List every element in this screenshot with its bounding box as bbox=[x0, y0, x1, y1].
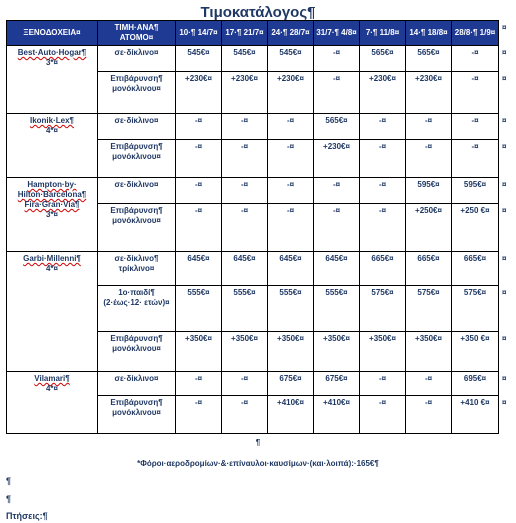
row-end-mark: ¤ bbox=[502, 47, 507, 57]
price-cell: -¤ bbox=[268, 140, 314, 178]
price-cell: -¤ bbox=[176, 396, 222, 434]
hotel-name: Vilamari¶ bbox=[34, 374, 70, 383]
header-date: 17·¶ 21/7¤ bbox=[222, 21, 268, 46]
row-end-mark: ¤ bbox=[502, 373, 507, 383]
header-hotels: ΞΕΝΟΔΟΧΕΙΑ¤ bbox=[7, 21, 98, 46]
price-cell: -¤ bbox=[406, 372, 452, 396]
price-cell: -¤ bbox=[222, 140, 268, 178]
price-cell: -¤ bbox=[222, 396, 268, 434]
price-cell: 565€¤ bbox=[314, 114, 360, 140]
header-date: 24·¶ 28/7¤ bbox=[268, 21, 314, 46]
price-cell: -¤ bbox=[268, 204, 314, 252]
price-cell: 595€¤ bbox=[452, 178, 499, 204]
price-cell: 645€¤ bbox=[314, 252, 360, 286]
price-type-label: σε·δίκλινο¤ bbox=[98, 46, 176, 72]
taxes-note: *Φόροι·αεροδρομίων·&·επίναυλοι·καυσίμων·(και·λοιπά):·165€¶ bbox=[137, 459, 379, 468]
price-cell: 555€¤ bbox=[314, 286, 360, 332]
price-type-label: Επιβάρυνση¶ μονόκλινου¤ bbox=[98, 140, 176, 178]
price-cell: +350€¤ bbox=[222, 332, 268, 372]
price-type-label: σε·δίκλινο¶ τρίκλινο¤ bbox=[98, 252, 176, 286]
blank-paragraph-3: ¶ bbox=[6, 494, 12, 504]
row-end-mark: ¤ bbox=[502, 287, 507, 297]
price-cell: +230€¤ bbox=[176, 72, 222, 114]
price-cell: -¤ bbox=[176, 204, 222, 252]
hotel-cell bbox=[7, 46, 98, 114]
price-cell: +350€¤ bbox=[176, 332, 222, 372]
row-end-mark: ¤ bbox=[502, 397, 507, 407]
row-end-mark: ¤ bbox=[502, 141, 507, 151]
price-cell: -¤ bbox=[222, 204, 268, 252]
price-cell: -¤ bbox=[406, 114, 452, 140]
price-type-label: Επιβάρυνση¶ μονόκλινου¤ bbox=[98, 332, 176, 372]
price-cell: -¤ bbox=[314, 178, 360, 204]
price-cell: 545€¤ bbox=[222, 46, 268, 72]
price-cell: -¤ bbox=[314, 46, 360, 72]
hotel-stars: 3*¤ bbox=[45, 210, 58, 219]
price-cell: -¤ bbox=[360, 372, 406, 396]
price-cell: 645€¤ bbox=[222, 252, 268, 286]
price-cell: 675€¤ bbox=[314, 372, 360, 396]
price-cell: +230€¤ bbox=[314, 140, 360, 178]
price-cell: 575€¤ bbox=[406, 286, 452, 332]
header-date: 10·¶ 14/7¤ bbox=[176, 21, 222, 46]
header-date: 28/8·¶ 1/9¤ bbox=[452, 21, 499, 46]
price-cell: -¤ bbox=[452, 72, 499, 114]
blank-paragraph: ¶ bbox=[255, 438, 261, 447]
price-type-label: σε·δίκλινο¤ bbox=[98, 114, 176, 140]
price-cell: -¤ bbox=[360, 140, 406, 178]
price-list-table bbox=[6, 20, 499, 434]
hotel-name: Best·Auto·Hogar¶ bbox=[17, 48, 87, 57]
price-cell: 555€¤ bbox=[268, 286, 314, 332]
table-row bbox=[7, 178, 499, 204]
price-cell: 695€¤ bbox=[452, 372, 499, 396]
price-cell: -¤ bbox=[176, 178, 222, 204]
table-row bbox=[7, 372, 499, 396]
hotel-name: Garbi·Millenni¶ bbox=[23, 254, 81, 263]
header-date: 7·¶ 11/8¤ bbox=[360, 21, 406, 46]
price-cell: 555€¤ bbox=[222, 286, 268, 332]
hotel-stars: 4*¤ bbox=[45, 126, 58, 135]
header-row bbox=[7, 21, 499, 46]
price-cell: -¤ bbox=[406, 140, 452, 178]
price-cell: 555€¤ bbox=[176, 286, 222, 332]
price-cell: +250 €¤ bbox=[452, 204, 499, 252]
price-cell: 565€¤ bbox=[406, 46, 452, 72]
price-type-label: 1ο·παιδί¶ (2·έως·12· ετών)¤ bbox=[98, 286, 176, 332]
hotel-name: Ikonik·Lex¶ bbox=[29, 116, 74, 125]
hotel-cell bbox=[7, 178, 98, 252]
price-cell: -¤ bbox=[360, 114, 406, 140]
price-cell: +410 €¤ bbox=[452, 396, 499, 434]
document-title: Τιμοκατάλογος¶ bbox=[200, 4, 316, 21]
price-cell: -¤ bbox=[176, 372, 222, 396]
price-cell: -¤ bbox=[360, 178, 406, 204]
price-cell: -¤ bbox=[452, 140, 499, 178]
price-cell: +350€¤ bbox=[406, 332, 452, 372]
blank-paragraph-2: ¶ bbox=[6, 476, 12, 486]
price-type-label: σε·δίκλινο¤ bbox=[98, 178, 176, 204]
price-cell: +410€¤ bbox=[268, 396, 314, 434]
row-end-mark: ¤ bbox=[502, 73, 507, 83]
hotel-cell bbox=[7, 252, 98, 372]
price-cell: -¤ bbox=[314, 204, 360, 252]
table-row bbox=[7, 252, 499, 286]
row-end-mark: ¤ bbox=[502, 253, 507, 263]
header-date: 14·¶ 18/8¤ bbox=[406, 21, 452, 46]
price-cell: -¤ bbox=[452, 114, 499, 140]
price-cell: -¤ bbox=[452, 46, 499, 72]
payments-heading: Πτήσεις:¶ bbox=[6, 511, 48, 521]
header-date: 31/7·¶ 4/8¤ bbox=[314, 21, 360, 46]
price-type-label: Επιβάρυνση¶ μονόκλινου¤ bbox=[98, 204, 176, 252]
price-cell: -¤ bbox=[406, 396, 452, 434]
price-cell: -¤ bbox=[222, 114, 268, 140]
price-cell: +410€¤ bbox=[314, 396, 360, 434]
price-type-label: Επιβάρυνση¶ μονόκλινου¤ bbox=[98, 396, 176, 434]
table-body bbox=[7, 46, 499, 434]
hotel-cell bbox=[7, 372, 98, 434]
price-cell: 565€¤ bbox=[360, 46, 406, 72]
price-cell: 595€¤ bbox=[406, 178, 452, 204]
row-end-mark: ¤ bbox=[502, 179, 507, 189]
price-cell: 665€¤ bbox=[452, 252, 499, 286]
price-cell: 665€¤ bbox=[360, 252, 406, 286]
row-end-mark: ¤ bbox=[502, 333, 507, 343]
hotel-stars: 3*¤ bbox=[45, 58, 58, 67]
price-cell: -¤ bbox=[176, 140, 222, 178]
price-cell: -¤ bbox=[222, 178, 268, 204]
price-cell: 545€¤ bbox=[176, 46, 222, 72]
row-end-mark: ¤ bbox=[502, 115, 507, 125]
row-end-mark: ¤ bbox=[502, 22, 507, 32]
price-cell: -¤ bbox=[360, 396, 406, 434]
price-cell: 575€¤ bbox=[452, 286, 499, 332]
price-cell: +230€¤ bbox=[406, 72, 452, 114]
price-cell: -¤ bbox=[360, 204, 406, 252]
price-cell: 645€¤ bbox=[268, 252, 314, 286]
price-cell: -¤ bbox=[176, 114, 222, 140]
price-cell: +230€¤ bbox=[222, 72, 268, 114]
row-end-mark: ¤ bbox=[502, 205, 507, 215]
price-cell: 545€¤ bbox=[268, 46, 314, 72]
price-cell: -¤ bbox=[222, 372, 268, 396]
price-cell: +250€¤ bbox=[406, 204, 452, 252]
table-row bbox=[7, 46, 499, 72]
table-row bbox=[7, 114, 499, 140]
hotel-stars: 4*¤ bbox=[45, 384, 58, 393]
price-cell: +350€¤ bbox=[314, 332, 360, 372]
hotel-cell bbox=[7, 114, 98, 178]
price-cell: -¤ bbox=[268, 114, 314, 140]
price-cell: -¤ bbox=[314, 72, 360, 114]
hotel-name: Hampton·by· Hilton·Barcelona¶ Fira·Gran·Via¶ bbox=[17, 180, 87, 209]
price-type-label: σε·δίκλινο¤ bbox=[98, 372, 176, 396]
price-cell: -¤ bbox=[268, 178, 314, 204]
price-cell: +230€¤ bbox=[268, 72, 314, 114]
price-cell: +350 €¤ bbox=[452, 332, 499, 372]
price-cell: +350€¤ bbox=[268, 332, 314, 372]
price-type-label: Επιβάρυνση¶ μονόκλινου¤ bbox=[98, 72, 176, 114]
price-cell: +350€¤ bbox=[360, 332, 406, 372]
hotel-stars: 4*¤ bbox=[45, 264, 58, 273]
price-cell: +230€¤ bbox=[360, 72, 406, 114]
price-cell: 675€¤ bbox=[268, 372, 314, 396]
price-cell: 575€¤ bbox=[360, 286, 406, 332]
price-cell: 665€¤ bbox=[406, 252, 452, 286]
price-cell: 645€¤ bbox=[176, 252, 222, 286]
header-price: ΤΙΜΗ·ΑΝΑ¶ ΑΤΟΜΟ¤ bbox=[98, 21, 176, 46]
